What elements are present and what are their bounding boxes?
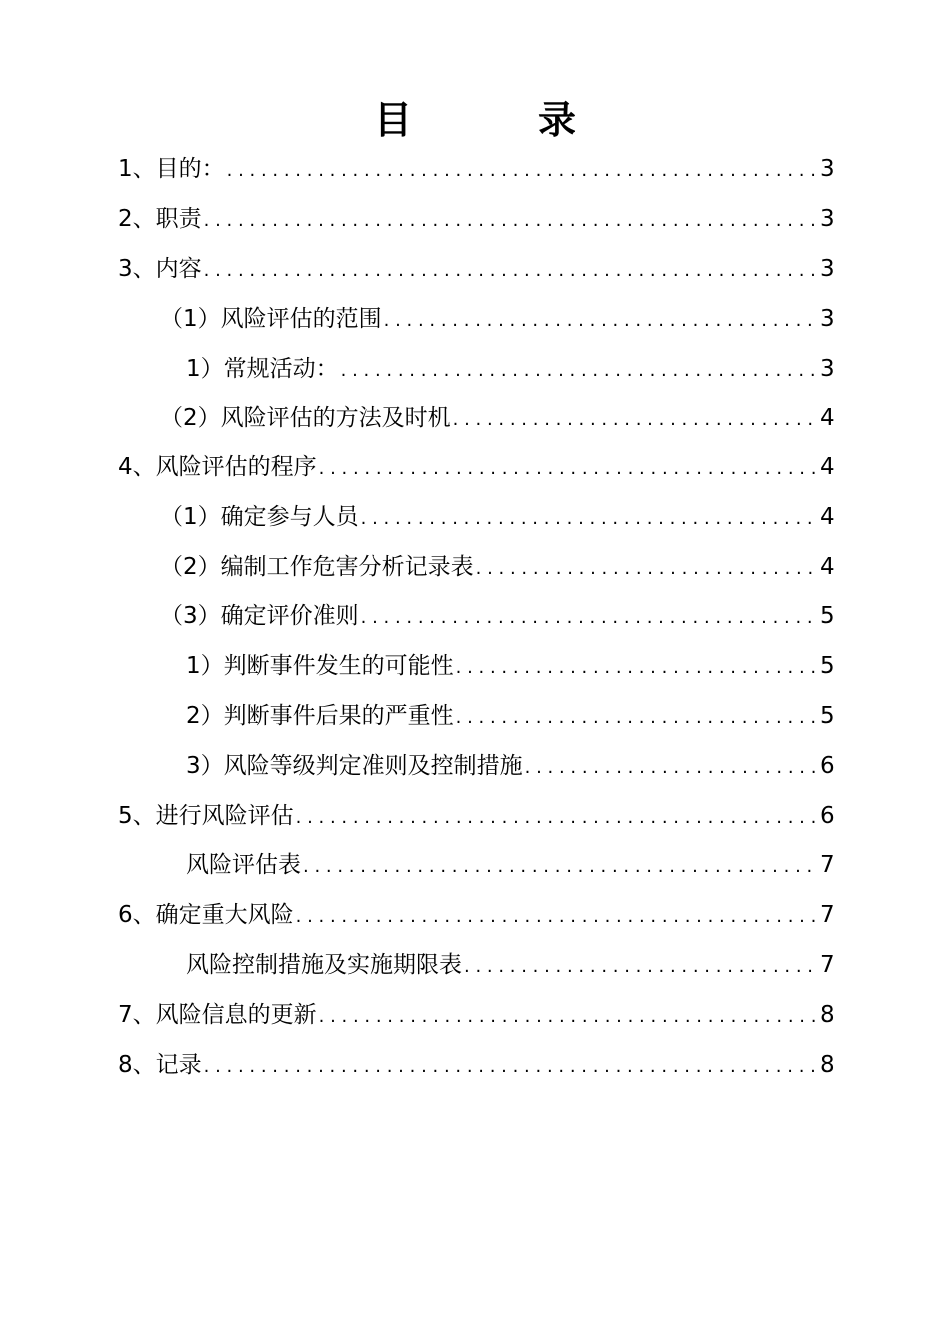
dot-leader xyxy=(525,753,818,783)
toc-entry-text: 3）风险等级判定准则及控制措施 xyxy=(186,753,523,779)
toc-entry[interactable] xyxy=(186,344,835,394)
dot-leader xyxy=(456,703,818,733)
toc-entry-text: 2、职责 xyxy=(118,206,202,232)
toc-entry-text: （2）风险评估的方法及时机 xyxy=(160,405,451,431)
dot-leader xyxy=(296,902,818,932)
toc-page-number: 3 xyxy=(820,256,835,282)
toc-entry-text: （1）风险评估的范围 xyxy=(160,306,382,332)
toc-page-number: 6 xyxy=(820,753,835,779)
dot-leader xyxy=(384,306,818,336)
dot-leader xyxy=(204,256,818,286)
toc-entry-text: 1）常规活动： xyxy=(186,356,339,382)
dot-leader xyxy=(453,405,818,435)
toc-entry-text: 风险控制措施及实施期限表 xyxy=(186,952,462,978)
dot-leader xyxy=(341,356,818,386)
toc-entry-text: （1）确定参与人员 xyxy=(160,504,359,530)
toc-entry[interactable] xyxy=(160,393,835,443)
toc-page-number: 6 xyxy=(820,803,835,829)
toc-page-number: 3 xyxy=(820,206,835,232)
toc-entry[interactable] xyxy=(186,840,835,890)
toc-page-number: 3 xyxy=(820,156,835,182)
toc-entry[interactable] xyxy=(118,442,835,492)
toc-page-number: 7 xyxy=(820,902,835,928)
toc-entry-text: （2）编制工作危害分析记录表 xyxy=(160,554,474,580)
toc-entry[interactable] xyxy=(186,940,835,990)
toc-entry[interactable] xyxy=(118,990,835,1040)
toc-entry-text: 1）判断事件发生的可能性 xyxy=(186,653,454,679)
toc-entry-text: 8、记录 xyxy=(118,1052,202,1078)
dot-leader xyxy=(361,603,818,633)
toc-entry-text: 5、进行风险评估 xyxy=(118,803,294,829)
toc-page-number: 7 xyxy=(820,852,835,878)
toc-page-number: 8 xyxy=(820,1052,835,1078)
toc-page-number: 4 xyxy=(820,554,835,580)
toc-entry-text: 6、确定重大风险 xyxy=(118,902,294,928)
dot-leader xyxy=(476,554,818,584)
toc-page-number: 8 xyxy=(820,1002,835,1028)
toc-entry-text: 3、内容 xyxy=(118,256,202,282)
toc-entry-text: 2）判断事件后果的严重性 xyxy=(186,703,454,729)
dot-leader xyxy=(227,156,818,186)
dot-leader xyxy=(456,653,818,683)
toc-entry-text: 7、风险信息的更新 xyxy=(118,1002,317,1028)
toc-entry[interactable] xyxy=(160,591,835,641)
toc-title: 目 录 xyxy=(373,98,620,142)
toc-entry[interactable] xyxy=(186,691,835,741)
toc-page-number: 5 xyxy=(820,703,835,729)
dot-leader xyxy=(361,504,818,534)
toc-entry[interactable] xyxy=(118,890,835,940)
toc-page-number: 7 xyxy=(820,952,835,978)
toc-entry[interactable] xyxy=(186,741,835,791)
toc-entry[interactable] xyxy=(160,542,835,592)
toc-page-number: 3 xyxy=(820,306,835,332)
toc-entry[interactable] xyxy=(118,1040,835,1090)
dot-leader xyxy=(319,454,818,484)
dot-leader xyxy=(464,952,818,982)
toc-entry[interactable] xyxy=(118,144,835,194)
toc-entry-text: 4、风险评估的程序 xyxy=(118,454,317,480)
toc-entry[interactable] xyxy=(118,194,835,244)
toc-entry[interactable] xyxy=(118,791,835,841)
toc-page-number: 5 xyxy=(820,653,835,679)
toc-entry[interactable] xyxy=(160,294,835,344)
toc-entry[interactable] xyxy=(186,641,835,691)
toc-page-number: 5 xyxy=(820,603,835,629)
toc-page-number: 4 xyxy=(820,504,835,530)
toc-entry-text: 风险评估表 xyxy=(186,852,301,878)
toc-entry[interactable] xyxy=(160,492,835,542)
dot-leader xyxy=(204,1052,818,1082)
dot-leader xyxy=(296,803,818,833)
dot-leader xyxy=(319,1002,818,1032)
dot-leader xyxy=(303,852,818,882)
toc-page-number: 4 xyxy=(820,405,835,431)
toc-entry[interactable] xyxy=(118,244,835,294)
toc-entry-text: （3）确定评价准则 xyxy=(160,603,359,629)
toc-page-number: 4 xyxy=(820,454,835,480)
toc-page-number: 3 xyxy=(820,356,835,382)
toc-entry-text: 1、目的： xyxy=(118,156,225,182)
dot-leader xyxy=(204,206,818,236)
